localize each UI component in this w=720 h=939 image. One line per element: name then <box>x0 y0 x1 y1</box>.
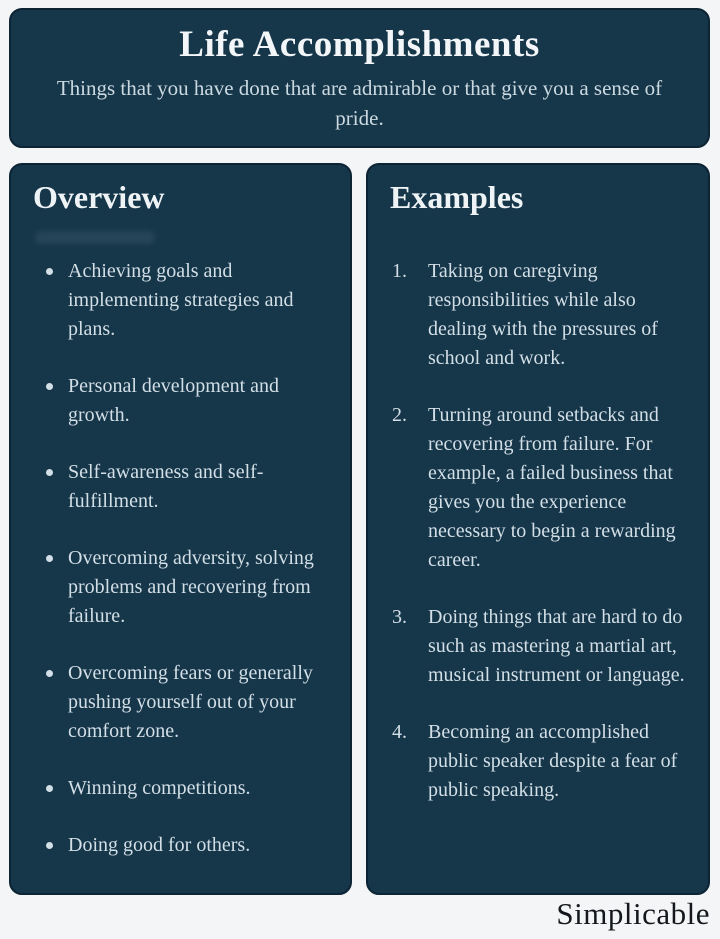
list-item: Taking on caregiving responsibilities while also dealing with the pressures of school and work. <box>428 260 658 369</box>
examples-heading: Examples <box>390 179 524 215</box>
brand-wordmark: Simplicable <box>556 896 710 931</box>
overview-list <box>33 257 334 860</box>
header-card <box>9 8 710 148</box>
list-item: Winning competitions. <box>33 774 334 803</box>
watermark-smudge <box>35 231 155 244</box>
content-columns <box>9 163 710 895</box>
list-item: Doing good for others. <box>33 831 334 860</box>
footer <box>10 896 710 932</box>
list-item: Doing things that are hard to do such as mastering a martial art, musical instrument or language. <box>428 606 685 686</box>
list-item: Overcoming adversity, solving problems and recovering from failure. <box>33 544 334 631</box>
list-item: Personal development and growth. <box>33 372 334 430</box>
list-item: Achieving goals and implementing strategies and plans. <box>33 257 334 344</box>
overview-heading: Overview <box>33 179 165 215</box>
overview-panel <box>9 163 352 895</box>
examples-list <box>390 257 692 805</box>
list-item: Self-awareness and self-fulfillment. <box>33 458 334 516</box>
examples-panel <box>366 163 710 895</box>
page-title: Life Accomplishments <box>179 24 540 65</box>
list-item: Becoming an accomplished public speaker despite a fear of public speaking. <box>428 721 678 801</box>
list-item: Turning around setbacks and recovering from failure. For example, a failed business that gives you the experience necessary to begin a rewarding career. <box>428 404 676 571</box>
page-subtitle: Things that you have done that are admirable or that give you a sense of pride. <box>56 76 663 131</box>
list-item: Overcoming fears or generally pushing yourself out of your comfort zone. <box>33 659 334 746</box>
